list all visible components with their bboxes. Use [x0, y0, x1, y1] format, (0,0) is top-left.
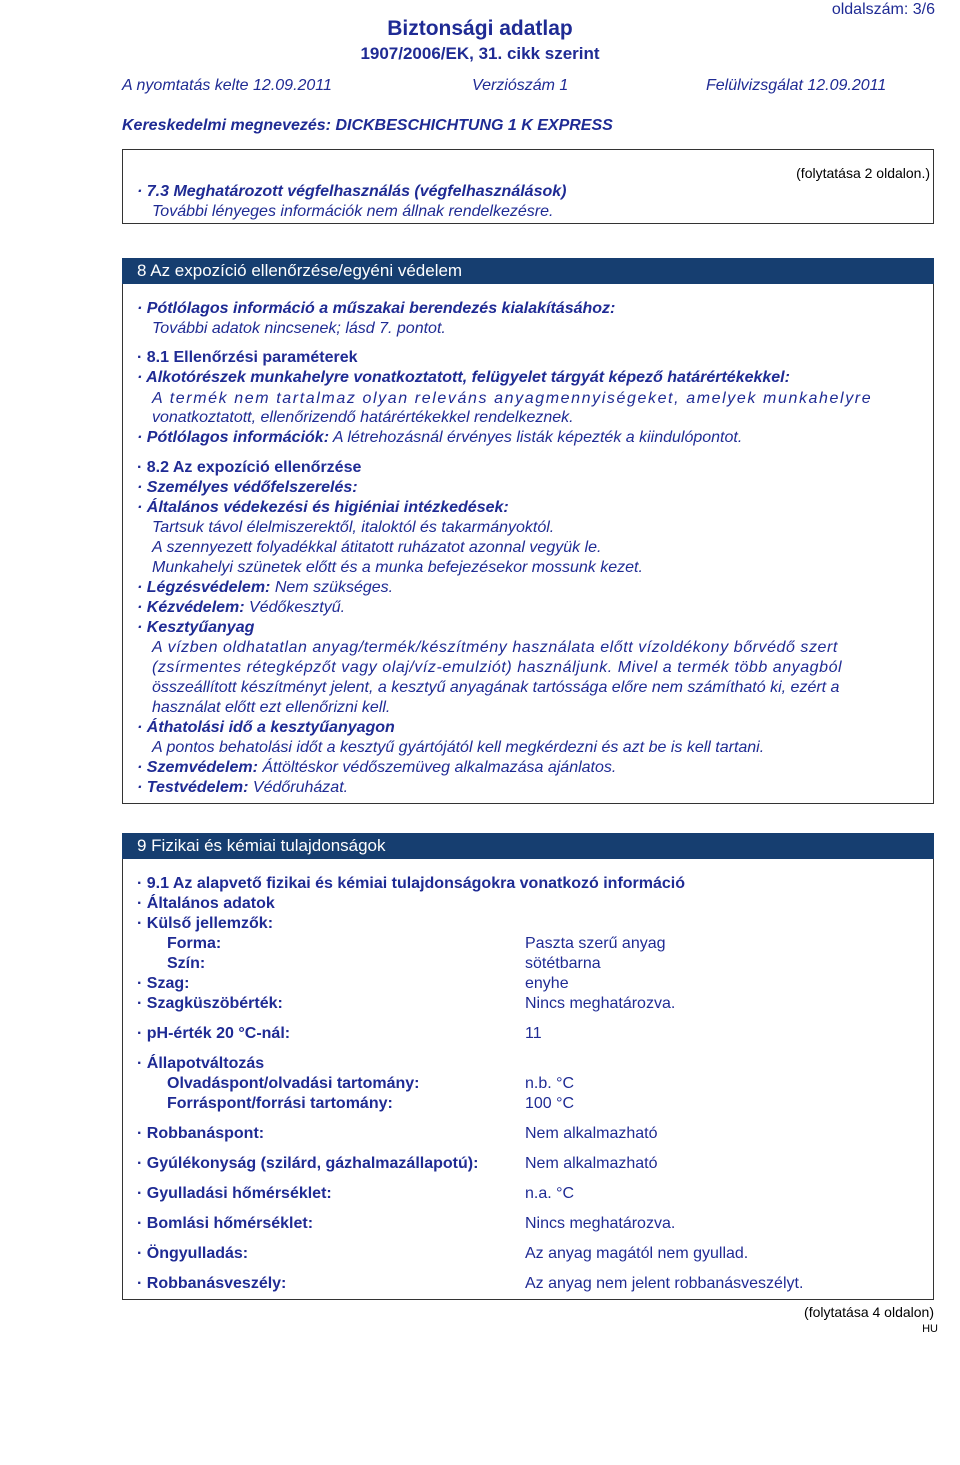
section-8-2-title: · 8.2 Az expozíció ellenőrzése [137, 459, 362, 476]
eye-value: Áttöltéskor védőszemüveg alkalmazása ajánlatos. [257, 759, 617, 776]
language-code: HU [922, 1323, 938, 1335]
appearance-title: · Külső jellemzők: [137, 915, 274, 932]
additional-info-text: A létrehozásnál érvényes listák képezték a kiindulópontot. [329, 429, 743, 446]
tech-measures-text: További adatok nincsenek; lásd 7. pontot. [152, 320, 446, 337]
odor-threshold-label: · Szagküszöbérték: [137, 995, 283, 1012]
color-value: sötétbarna [525, 955, 601, 972]
regulation-reference: 1907/2006/EK, 31. cikk szerint [360, 44, 600, 63]
limit-values-text-2: vonatkoztatott, ellenőrizendő határértékekkel rendelkeznek. [152, 409, 574, 426]
form-value: Paszta szerű anyag [525, 935, 666, 952]
ignition-temp-label: · Gyulladási hőmérséklet: [137, 1185, 332, 1202]
print-date: A nyomtatás kelte 12.09.2011 [122, 77, 332, 94]
document-title: Biztonsági adatlap [387, 17, 573, 40]
melting-label: Olvadáspont/olvadási tartomány: [167, 1075, 420, 1092]
limit-values-text-1: A termék nem tartalmaz olyan releváns anyagmennyiségeket, amelyek munkahelyre [152, 390, 873, 407]
glove-text-4: használat előtt ezt ellenőrizni kell. [152, 699, 391, 716]
respiratory-label: · Légzésvédelem: [137, 579, 271, 596]
continued-to: (folytatása 4 oldalon) [804, 1304, 934, 1320]
ignition-temp-value: n.a. °C [525, 1185, 575, 1202]
form-label: Forma: [167, 935, 222, 952]
odor-threshold-value: Nincs meghatározva. [525, 995, 676, 1012]
ph-value: 11 [525, 1025, 542, 1042]
eye-protection [137, 758, 616, 778]
general-data: · Általános adatok [137, 895, 275, 912]
melting-value: n.b. °C [525, 1075, 575, 1092]
flash-point-label: · Robbanáspont: [137, 1125, 265, 1142]
section-8-1-title: · 8.1 Ellenőrzési paraméterek [137, 349, 358, 366]
review-date: Felülvizsgálat 12.09.2011 [706, 77, 887, 94]
glove-text-3: összeállított készítményt jelent, a kesztyű anyagának tartóssága előre nem számítható ki, ezért a [152, 679, 840, 696]
page-number: oldalszám: 3/6 [831, 1, 935, 18]
eye-label: · Szemvédelem: [137, 759, 258, 776]
additional-info-label: · Pótlólagos információk: [137, 429, 330, 446]
body-label: · Testvédelem: [137, 779, 249, 796]
hygiene-text-3: Munkahelyi szünetek előtt és a munka befejezésekor mossunk kezet. [152, 559, 643, 576]
hygiene-title: · Általános védekezési és higiéniai intézkedések: [137, 499, 509, 516]
glove-text-1: A vízben oldhatatlan anyag/termék/készítmény használata előtt vízoldékony bőrvédő szert [152, 639, 838, 656]
additional-info [137, 428, 742, 448]
hygiene-text-1: Tartsuk távol élelmiszerektől, italoktól és takarmányoktól. [152, 519, 555, 536]
section-9-1-title: · 9.1 Az alapvető fizikai és kémiai tulajdonságokra vonatkozó információ [137, 875, 686, 892]
flash-point-value: Nem alkalmazható [525, 1125, 658, 1142]
ph-label: · pH-érték 20 °C-nál: [137, 1025, 291, 1042]
trade-name: Kereskedelmi megnevezés: DICKBESCHICHTUNG 1 K EXPRESS [122, 117, 613, 134]
penetration-time-title: · Áthatolási idő a kesztyűanyagon [137, 719, 395, 736]
body-protection [137, 778, 348, 798]
ppe-title: · Személyes védőfelszerelés: [137, 479, 358, 496]
respiratory-protection [137, 578, 393, 598]
glove-material-title: · Kesztyűanyag [137, 619, 255, 636]
section-8-header: 8 Az expozíció ellenőrzése/egyéni védelem [122, 258, 934, 284]
glove-text-2: (zsírmentes rétegképzőt vagy olaj/víz-emulziót) használjunk. Mivel a termék több anyagból [152, 659, 843, 676]
limit-values-title: · Alkotórészek munkahelyre vonatkoztatott, felügyelet tárgyát képező határértékekkel: [137, 369, 790, 386]
decomposition-temp-label: · Bomlási hőmérséklet: [137, 1215, 314, 1232]
tech-measures-title: · Pótlólagos információ a műszakai berendezés kialakításához: [137, 300, 616, 317]
odor-label: · Szag: [137, 975, 190, 992]
body-value: Védőruházat. [248, 779, 349, 796]
boiling-value: 100 °C [525, 1095, 575, 1112]
explosion-danger-value: Az anyag nem jelent robbanásveszélyt. [525, 1275, 804, 1292]
self-ignition-value: Az anyag magától nem gyullad. [525, 1245, 749, 1262]
flammability-label: · Gyúlékonyság (szilárd, gázhalmazállapotú): [137, 1155, 479, 1172]
hand-value: Védőkesztyű. [244, 599, 346, 616]
boiling-label: Forráspont/forrási tartomány: [167, 1095, 393, 1112]
hand-protection [137, 598, 345, 618]
hand-label: · Kézvédelem: [137, 599, 245, 616]
penetration-time-text: A pontos behatolási időt a kesztyű gyártójától kell megkérdezni és azt be is kell tartani. [152, 739, 765, 756]
explosion-danger-label: · Robbanásveszély: [137, 1275, 287, 1292]
section-7-3-text: További lényeges információk nem állnak rendelkezésre. [152, 203, 554, 220]
continued-from: (folytatása 2 oldalon.) [796, 165, 930, 181]
respiratory-value: Nem szükséges. [270, 579, 394, 596]
color-label: Szín: [167, 955, 206, 972]
section-7-3-title: · 7.3 Meghatározott végfelhasználás (végfelhasználások) [137, 183, 567, 200]
version-number: Verziószám 1 [472, 77, 569, 94]
odor-value: enyhe [525, 975, 569, 992]
section-9-header: 9 Fizikai és kémiai tulajdonságok [122, 833, 934, 859]
hygiene-text-2: A szennyezett folyadékkal átitatott ruházatot azonnal vegyük le. [152, 539, 602, 556]
self-ignition-label: · Öngyulladás: [137, 1245, 249, 1262]
flammability-value: Nem alkalmazható [525, 1155, 658, 1172]
state-change-title: · Állapotváltozás [137, 1055, 265, 1072]
decomposition-temp-value: Nincs meghatározva. [525, 1215, 676, 1232]
